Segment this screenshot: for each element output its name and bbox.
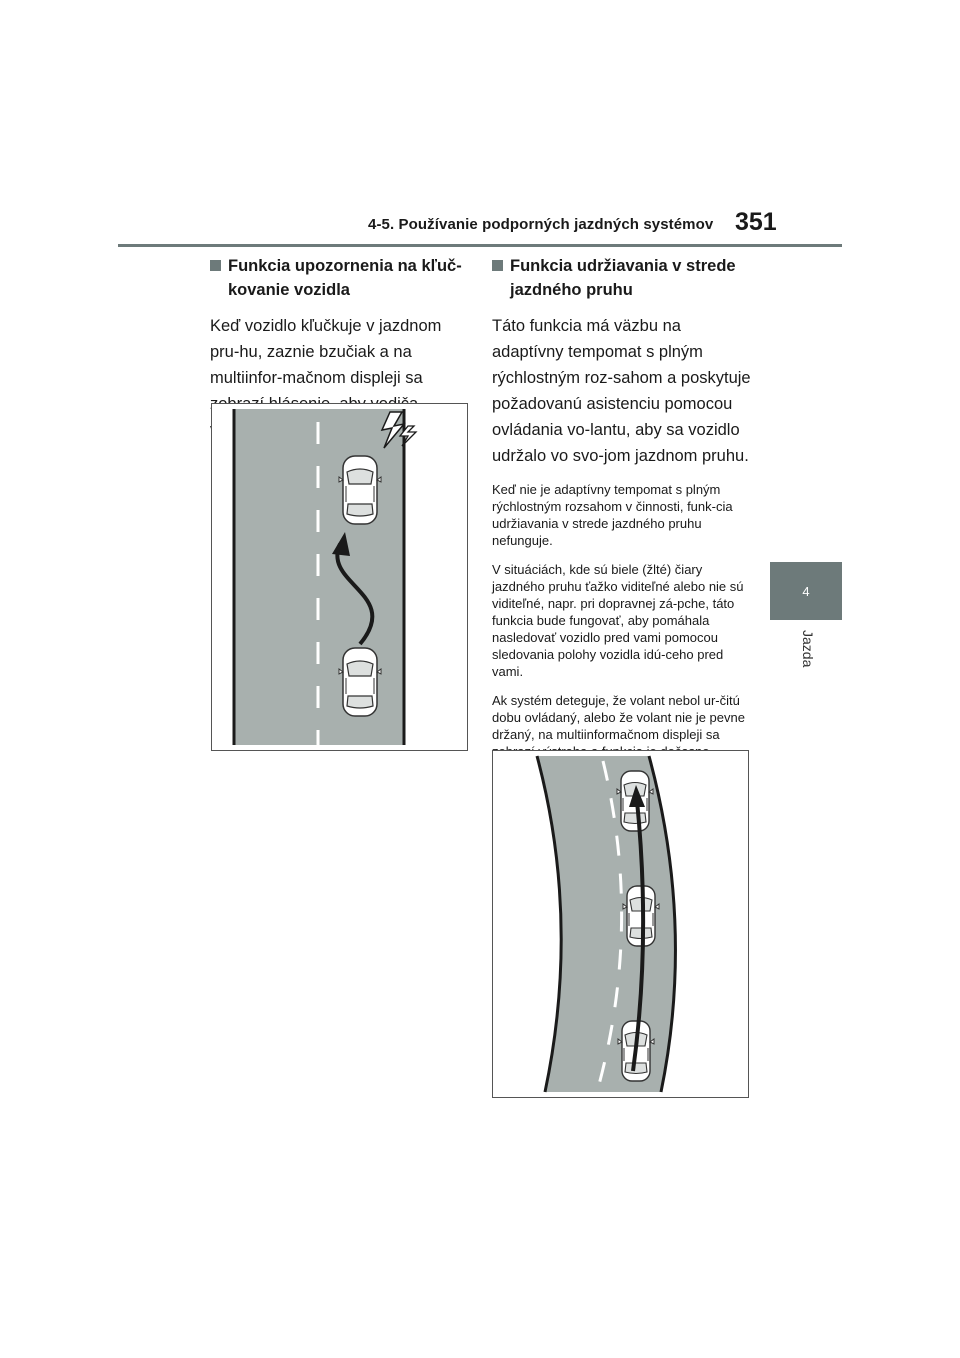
weaving-illustration: [212, 404, 467, 750]
right-note-1: Keď nie je adaptívny tempomat s plným rýchlostným rozsahom v činnosti, funk-cia udržiavania v strede jazdného pruhu nefunguje.: [492, 482, 733, 548]
header-rule: [118, 244, 842, 247]
left-heading: [210, 254, 468, 302]
right-heading: [492, 254, 754, 302]
figure-weaving-warning: [211, 403, 468, 751]
right-note-3: Ak systém deteguje, že volant nebol ur-čitú dobu ovládaný, alebo že volant nie je pevne držaný, na multiinformačnom displeji sa: [492, 693, 745, 742]
car-rear-icon: [339, 648, 381, 716]
right-note-2: V situáciách, kde sú biele (žlté) čiary jazdného pruhu ťažko viditeľné alebo nie sú viditeľné, napr. pri dopravnej zá-pche, táto funkcia bude fungovať, aby pomáhala nasledovať vozidlo pred vami pomocou sledovania polohy vozidla idú-ceho pred vami.: [492, 562, 744, 679]
figure-lane-centering: [492, 750, 749, 1098]
chapter-label: Jazda: [800, 630, 816, 668]
bullet-square-icon: [210, 260, 221, 271]
chapter-number: 4: [802, 583, 810, 599]
bullet-square-icon: [492, 260, 503, 271]
left-body: Keď vozidlo kľučkuje v jazdnom pru-hu, zaznie bzučiak a na multiinfor-mačnom displeji sa: [210, 317, 442, 387]
chapter-tab: [770, 562, 842, 620]
left-heading-text: Funkcia upozornenia na kľuč-kovanie vozidla: [228, 257, 462, 299]
lane-centering-illustration: [493, 751, 748, 1097]
right-body: Táto funkcia má väzbu na adaptívny tempomat s plným rýchlostným roz-sahom a poskytuje požadovanú asistenciu pomocou ovládania vo-lantu, aby sa vozidlo udržalo vo svo-jom jazdnom pruhu.: [492, 317, 751, 465]
section-title: 4-5. Používanie podporných jazdných systémov: [368, 216, 714, 233]
car-front-icon: [339, 456, 381, 524]
page-number: 351: [735, 208, 777, 236]
right-heading-text: Funkcia udržiavania v strede jazdného pruhu: [510, 257, 736, 299]
right-section: [492, 254, 754, 777]
